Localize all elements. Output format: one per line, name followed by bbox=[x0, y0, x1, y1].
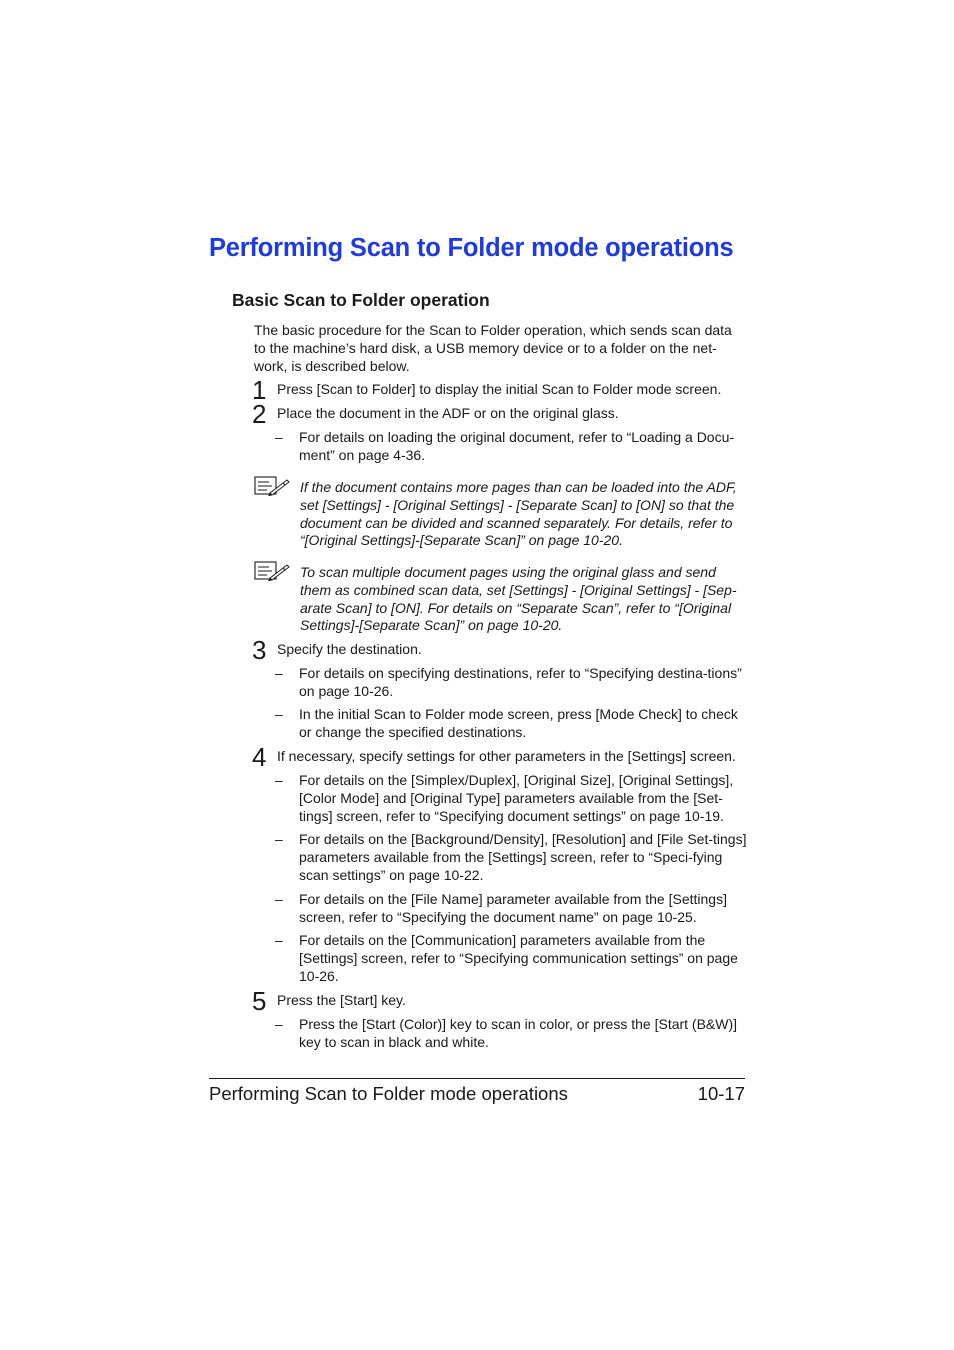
footer-page-number: 10-17 bbox=[697, 1083, 745, 1104]
note-pencil-icon bbox=[254, 474, 290, 496]
footer-rule bbox=[209, 1078, 745, 1079]
step-text-2: Place the document in the ADF or on the original glass. bbox=[277, 405, 619, 421]
footer-section-title: Performing Scan to Folder mode operations bbox=[209, 1083, 568, 1104]
sub-dash: – bbox=[275, 665, 283, 681]
sub-item-4-1: For details on the [Simplex/Duplex], [Original Size], [Original Settings], [Color Mode] and [Original Type] parameters available from the [Set-tings] screen, refer to “Specifying document settings” on page 10-19. bbox=[299, 772, 734, 824]
sub-dash: – bbox=[275, 706, 283, 722]
step-number-1: 1 bbox=[252, 375, 267, 405]
step-text-1: Press [Scan to Folder] to display the initial Scan to Folder mode screen. bbox=[277, 381, 722, 397]
sub-dash: – bbox=[275, 429, 283, 445]
page-title: Performing Scan to Folder mode operations bbox=[209, 234, 734, 262]
sub-item-5-1: Press the [Start (Color)] key to scan in color, or press the [Start (B&W)] key to scan in black and white. bbox=[299, 1016, 738, 1050]
sub-item-3-1: For details on specifying destinations, refer to “Specifying destina-tions” on page 10-26. bbox=[299, 665, 742, 699]
note-1: If the document contains more pages than can be loaded into the ADF, set [Settings] - [Original Settings] - [Separate Scan] to [ON] so that the document can be divided and scanned separately. For details, refer to “[Original Settings]-[Separate Scan]” on page 10-20. bbox=[300, 479, 737, 549]
sub-dash: – bbox=[275, 891, 283, 907]
intro-paragraph: The basic procedure for the Scan to Folder operation, which sends scan data to the machine’s hard disk, a USB memory device or to a folder on the net-work, is described below. bbox=[254, 322, 732, 374]
note-2: To scan multiple document pages using the original glass and send them as combined scan data, set [Settings] - [Original Settings] - [Sep-arate Scan] to [ON]. For details on “Separate Scan”, refer to “[Original Settings]-[Separate Scan]” on page 10-20. bbox=[300, 564, 737, 634]
note-pencil-icon bbox=[254, 559, 290, 581]
step-text-4: If necessary, specify settings for other parameters in the [Settings] screen. bbox=[277, 748, 736, 764]
sub-dash: – bbox=[275, 831, 283, 847]
sub-dash: – bbox=[275, 1016, 283, 1032]
sub-item-4-2: For details on the [Background/Density], [Resolution] and [File Set-tings] parameters available from the [Settings] screen, refer to “Speci-fying scan settings” on page 10-22. bbox=[299, 831, 747, 883]
step-number-4: 4 bbox=[252, 742, 267, 772]
sub-item-4-4: For details on the [Communication] parameters available from the [Settings] screen, refer to “Specifying communication settings” on page 10-26. bbox=[299, 932, 738, 984]
sub-dash: – bbox=[275, 772, 283, 788]
step-text-3: Specify the destination. bbox=[277, 641, 422, 657]
step-number-2: 2 bbox=[252, 399, 267, 429]
sub-item-4-3: For details on the [File Name] parameter available from the [Settings] screen, refer to “Specifying the document name” on page 10-25. bbox=[299, 891, 727, 925]
step-number-5: 5 bbox=[252, 986, 267, 1016]
section-title: Basic Scan to Folder operation bbox=[232, 290, 490, 310]
sub-item-3-2: In the initial Scan to Folder mode screen, press [Mode Check] to check or change the specified destinations. bbox=[299, 706, 738, 740]
step-number-3: 3 bbox=[252, 635, 267, 665]
sub-dash: – bbox=[275, 932, 283, 948]
sub-item-2-1: For details on loading the original document, refer to “Loading a Docu-ment” on page 4-36. bbox=[299, 429, 735, 463]
step-text-5: Press the [Start] key. bbox=[277, 992, 406, 1008]
